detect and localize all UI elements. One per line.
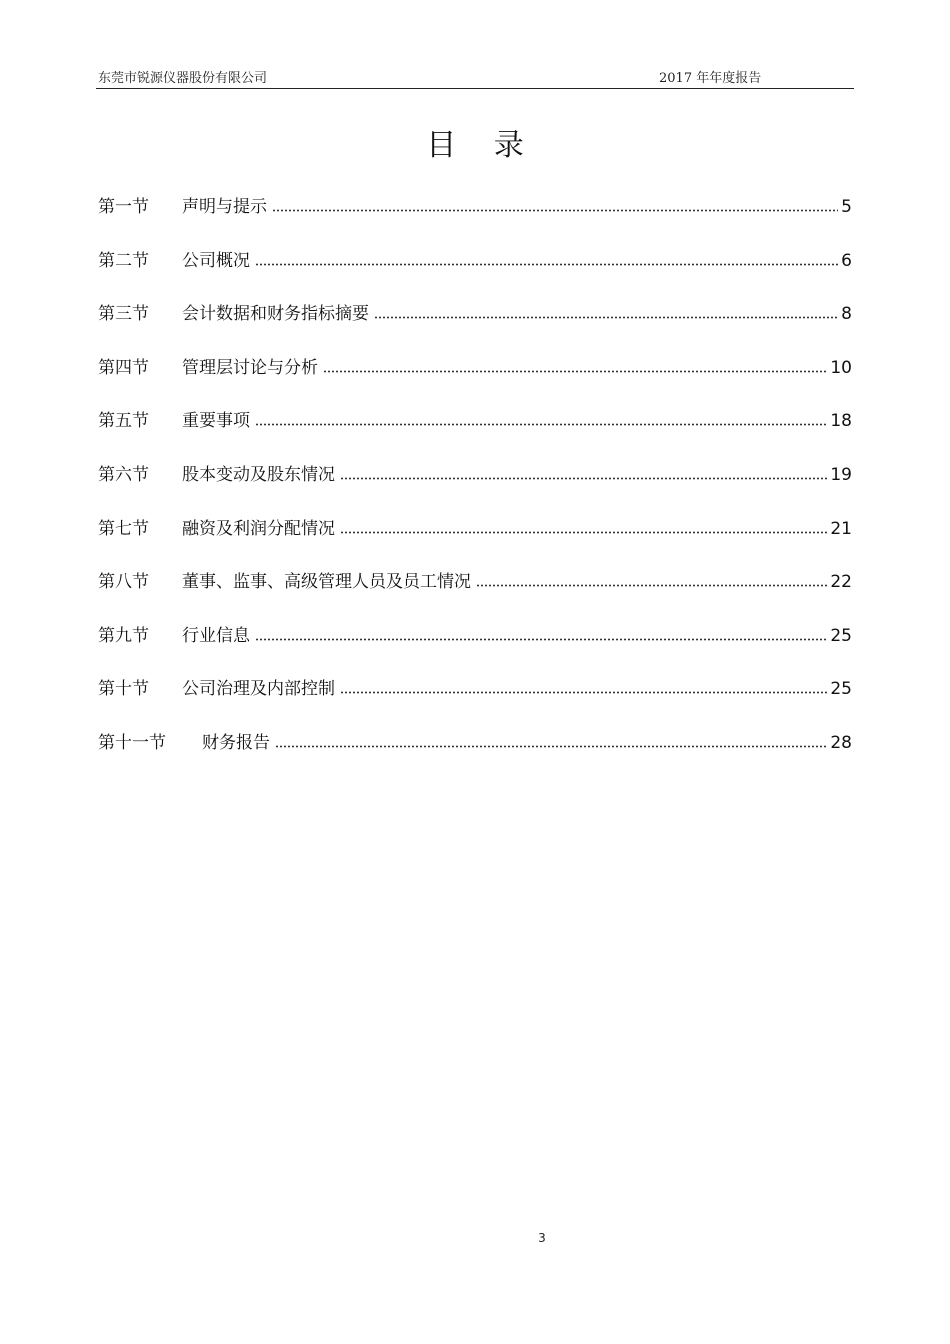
toc-section-label: 第六节 [98,464,149,485]
toc-entry-section-11[interactable] [98,730,852,784]
toc-section-label: 第五节 [98,411,149,432]
toc-section-label: 第四节 [98,357,149,378]
toc-dot-leader [255,623,827,641]
toc-page-number: 19 [830,464,852,485]
toc-dot-leader [374,301,838,319]
toc-entry-section-5[interactable] [98,408,852,462]
toc-dot-leader [340,516,827,534]
toc-dot-leader [255,248,838,266]
toc-dot-leader [476,569,827,587]
toc-section-label: 第二节 [98,250,149,271]
toc-title: 目 录 [426,128,538,163]
toc-page-number: 10 [830,357,852,378]
toc-entry-section-3[interactable] [98,301,852,355]
toc-entry-section-7[interactable] [98,516,852,570]
toc-dot-leader [275,730,827,748]
toc-section-label: 第八节 [98,572,149,593]
toc-section-label: 第三节 [98,304,149,325]
toc-page-number: 6 [841,250,852,271]
toc-entry-section-6[interactable] [98,462,852,516]
toc-entry-section-4[interactable] [98,355,852,409]
toc-section-name: 管理层讨论与分析 [182,357,318,378]
toc-dot-leader [255,408,827,426]
toc-section-name: 公司概况 [182,250,250,271]
toc-section-name: 行业信息 [182,625,250,646]
toc-section-label: 第十一节 [98,732,166,753]
toc-section-name: 会计数据和财务指标摘要 [182,304,369,325]
page-number: 3 [538,1231,546,1245]
toc-page-number: 18 [830,411,852,432]
header-company-name: 东莞市锐源仪器股份有限公司 [98,71,268,86]
toc-section-label: 第十节 [98,679,149,700]
toc-page-number: 25 [830,625,852,646]
toc-dot-leader [340,676,827,694]
toc-entry-section-10[interactable] [98,676,852,730]
toc-section-label: 第一节 [98,197,149,217]
toc-dot-leader [272,194,838,212]
toc-page-number: 8 [841,304,852,325]
toc-section-name: 声明与提示 [182,197,267,217]
toc-page-number: 21 [830,518,852,539]
page-header [96,64,854,89]
toc-section-name: 股本变动及股东情况 [182,464,335,485]
header-report-title: 2017 年年度报告 [659,71,762,86]
toc-page-number: 5 [841,197,852,217]
toc-section-label: 第九节 [98,625,149,646]
toc-page-number: 22 [830,572,852,593]
toc-section-name: 融资及利润分配情况 [182,518,335,539]
toc-entry-section-1[interactable] [98,194,852,248]
toc-section-name: 重要事项 [182,411,250,432]
toc-entry-section-9[interactable] [98,623,852,677]
toc-page-number: 25 [830,679,852,700]
toc-dot-leader [323,355,827,373]
toc-section-name: 公司治理及内部控制 [182,679,335,700]
toc-dot-leader [340,462,827,480]
toc-entry-section-8[interactable] [98,569,852,623]
toc-page-number: 28 [830,732,852,753]
toc-section-label: 第七节 [98,518,149,539]
toc-section-name: 董事、监事、高级管理人员及员工情况 [182,572,471,593]
table-of-contents [98,194,852,784]
toc-entry-section-2[interactable] [98,248,852,302]
toc-section-name: 财务报告 [202,732,270,753]
